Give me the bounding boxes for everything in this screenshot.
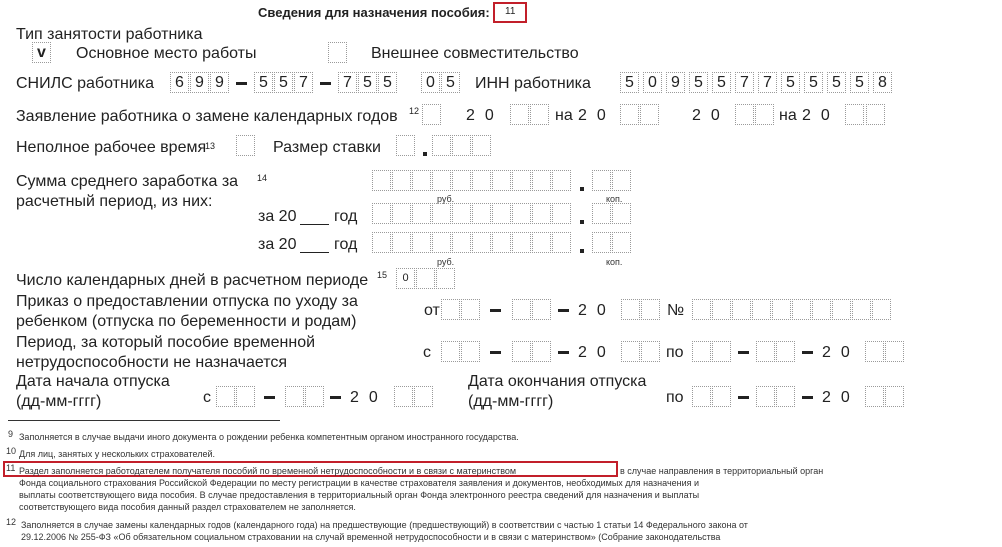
avg-year1-cell[interactable] [392, 203, 411, 224]
rub-label: руб. [437, 194, 455, 204]
leave-start-day-cell[interactable] [236, 386, 255, 407]
avg-year1-cell[interactable] [372, 203, 391, 224]
avg-total-cell[interactable] [432, 170, 451, 191]
avg-total-cell[interactable] [512, 170, 531, 191]
order-year-cell[interactable] [621, 299, 640, 320]
leave-end-year-cell[interactable] [885, 386, 904, 407]
leave-start-year-prefix: 20 [350, 389, 388, 406]
footnote-11-text-1: в случае направления в территориальный орган [620, 466, 824, 476]
inn-digit[interactable]: 9 [666, 72, 685, 93]
snils-digit[interactable]: 0 [421, 72, 440, 93]
date-dash [802, 396, 813, 399]
period-to-month-cell[interactable] [756, 341, 775, 362]
rate-cell[interactable] [432, 135, 451, 156]
avg-year1-decimal-point [580, 220, 584, 224]
rate-label: Размер ставки [273, 139, 381, 156]
snils-digit[interactable]: 5 [378, 72, 397, 93]
snils-digit[interactable]: 6 [170, 72, 189, 93]
parttime-checkbox[interactable] [236, 135, 255, 156]
snils-digit[interactable]: 9 [210, 72, 229, 93]
order-number-cell[interactable] [772, 299, 791, 320]
days-cell[interactable]: 0 [396, 268, 415, 289]
leave-start-day-cell[interactable] [216, 386, 235, 407]
rate-cell[interactable] [472, 135, 491, 156]
replace-cell[interactable] [530, 104, 549, 125]
avg-year2-cell[interactable] [432, 232, 451, 253]
avg-year2-cell[interactable] [512, 232, 531, 253]
footnote-12-text-1: Заполняется в случае замены календарных годов (календарного года) на предшествующие (предшествующий) в соответствии с частью 1 статьи 14 Федерального закона от [21, 520, 748, 530]
avg-year2-cell[interactable] [452, 232, 471, 253]
date-dash [490, 351, 501, 354]
parttime-label: Неполное рабочее время [16, 139, 207, 156]
order-day-cell[interactable] [461, 299, 480, 320]
avg-year1-cell[interactable] [412, 203, 431, 224]
avg-year2-cell[interactable] [492, 232, 511, 253]
avg-year1-cell[interactable] [472, 203, 491, 224]
footnote-12-number: 12 [6, 517, 17, 527]
inn-digit[interactable]: 8 [873, 72, 892, 93]
snils-digit[interactable]: 5 [274, 72, 293, 93]
avg-year2-cell[interactable] [392, 232, 411, 253]
snils-digit[interactable]: 5 [254, 72, 273, 93]
order-number-cell[interactable] [852, 299, 871, 320]
avg-total-cell[interactable] [472, 170, 491, 191]
period-from-year-cell[interactable] [641, 341, 660, 362]
period-from-label: с [423, 344, 431, 361]
avg-year1-cell[interactable] [512, 203, 531, 224]
period-to-month-cell[interactable] [776, 341, 795, 362]
avg-total-cell[interactable] [532, 170, 551, 191]
leave-start-from-label: с [203, 389, 211, 406]
days-label: Число календарных дней в расчетном периоде [16, 272, 369, 289]
avg-year2-cell[interactable] [412, 232, 431, 253]
days-cell[interactable] [436, 268, 455, 289]
avg-total-decimal-point [580, 187, 584, 191]
footnote-11-number: 11 [6, 463, 16, 473]
footnote-9-text: Заполняется в случае выдачи иного документа о рождении ребенка компетентным органом иностранного государства. [19, 432, 519, 442]
avg-earnings-label-2: расчетный период, из них: [16, 193, 213, 210]
avg-year2-cell[interactable] [532, 232, 551, 253]
footnote-10-number: 10 [6, 446, 17, 456]
order-year-prefix: 20 [578, 302, 616, 319]
avg-year2-decimal-point [580, 249, 584, 253]
year2-input-line[interactable] [300, 252, 329, 253]
avg-total-cell[interactable] [612, 170, 631, 191]
inn-digit[interactable]: 5 [781, 72, 800, 93]
order-number-sign: № [667, 302, 685, 319]
main-job-checkbox[interactable]: v [32, 42, 51, 63]
footnote-ref-13: 13 [205, 141, 216, 151]
footnote-ref-12: 12 [409, 106, 420, 116]
avg-year1-cell[interactable] [452, 203, 471, 224]
leave-start-label-2: (дд-мм-гггг) [16, 393, 102, 410]
replace-on-label-1: на [555, 107, 573, 124]
snils-digit[interactable]: 5 [441, 72, 460, 93]
kop-label: коп. [606, 257, 623, 267]
period-to-year-prefix: 20 [822, 344, 860, 361]
replace-year-prefix-2: 20 [578, 107, 616, 124]
avg-total-cell[interactable] [372, 170, 391, 191]
date-dash [490, 309, 501, 312]
period-to-label: по [666, 344, 684, 361]
avg-total-cell[interactable] [412, 170, 431, 191]
period-from-month-cell[interactable] [532, 341, 551, 362]
order-number-cell[interactable] [832, 299, 851, 320]
avg-year1-cell[interactable] [492, 203, 511, 224]
leave-start-year-cell[interactable] [394, 386, 413, 407]
avg-total-cell[interactable] [492, 170, 511, 191]
inn-digit[interactable]: 5 [712, 72, 731, 93]
avg-total-cell[interactable] [452, 170, 471, 191]
period-to-day-cell[interactable] [712, 341, 731, 362]
leave-end-month-cell[interactable] [776, 386, 795, 407]
footnote-11-text-2: Фонда социального страхования Российской Федерации по месту регистрации в качестве страхователя заявления и документов, необходимых для назначения и [19, 478, 700, 488]
order-number-cell[interactable] [692, 299, 711, 320]
avg-year2-cell[interactable] [612, 232, 631, 253]
footnote-11-boxed-text: Раздел заполняется работодателем получателя пособий по временной нетрудоспособности и в связи с материнством [19, 466, 517, 476]
period-from-year-prefix: 20 [578, 344, 616, 361]
avg-total-cell[interactable] [592, 170, 611, 191]
year2-suffix: год [334, 236, 358, 253]
replace-cell[interactable] [620, 104, 639, 125]
replace-year-prefix-1: 20 [466, 107, 504, 124]
period-from-day-cell[interactable] [461, 341, 480, 362]
date-dash [264, 396, 275, 399]
order-label-2: ребенком (отпуска по беременности и родам) [16, 313, 357, 330]
leave-end-label-1: Дата окончания отпуска [468, 373, 647, 390]
order-number-cell[interactable] [792, 299, 811, 320]
order-label-1: Приказ о предоставлении отпуска по уходу за [16, 293, 358, 310]
footnote-12-text-2: 29.12.2006 № 255-ФЗ «Об обязательном социальном страховании на случай временной нетрудоспособности и в связи с материнством» (Собрание законодательства [21, 532, 721, 542]
order-number-cell[interactable] [812, 299, 831, 320]
avg-year2-cell[interactable] [472, 232, 491, 253]
leave-start-year-cell[interactable] [414, 386, 433, 407]
order-number-cell[interactable] [732, 299, 751, 320]
order-from-label: от [424, 302, 440, 319]
period-to-year-cell[interactable] [885, 341, 904, 362]
replace-years-label: Заявление работника о замене календарных годов [16, 108, 398, 125]
order-month-cell[interactable] [512, 299, 531, 320]
period-from-year-cell[interactable] [621, 341, 640, 362]
avg-year1-cell[interactable] [612, 203, 631, 224]
footnote-10-text: Для лиц, занятых у нескольких страхователей. [19, 449, 215, 459]
employment-type-label: Тип занятости работника [16, 26, 203, 43]
date-dash [558, 351, 569, 354]
period-to-year-cell[interactable] [865, 341, 884, 362]
leave-end-to-label: по [666, 389, 684, 406]
order-month-cell[interactable] [532, 299, 551, 320]
avg-total-cell[interactable] [552, 170, 571, 191]
inn-digit[interactable]: 5 [620, 72, 639, 93]
period-from-day-cell[interactable] [441, 341, 460, 362]
avg-year2-cell[interactable] [372, 232, 391, 253]
external-job-label: Внешнее совместительство [371, 45, 579, 62]
leave-end-day-cell[interactable] [712, 386, 731, 407]
avg-year1-cell[interactable] [592, 203, 611, 224]
leave-start-label-1: Дата начала отпуска [16, 373, 170, 390]
section-title: Сведения для назначения пособия: [258, 5, 490, 20]
snils-dash [236, 82, 247, 85]
inn-digit[interactable]: 7 [735, 72, 754, 93]
snils-digit[interactable]: 7 [338, 72, 357, 93]
avg-total-cell[interactable] [392, 170, 411, 191]
kop-label: коп. [606, 194, 623, 204]
footnote-11-text-4: соответствующего вида пособия данный раздел страхователем не заполняется. [19, 502, 356, 512]
leave-start-month-cell[interactable] [285, 386, 304, 407]
leave-end-month-cell[interactable] [756, 386, 775, 407]
leave-end-year-prefix: 20 [822, 389, 860, 406]
order-number-cell[interactable] [752, 299, 771, 320]
footnote-ref-15: 15 [377, 270, 388, 280]
replace-cell[interactable] [735, 104, 754, 125]
year2-prefix: за 20 [258, 236, 297, 253]
replace-cell[interactable] [866, 104, 885, 125]
footnote-separator [8, 420, 280, 421]
avg-year2-cell[interactable] [592, 232, 611, 253]
replace-cell[interactable] [422, 104, 441, 125]
avg-year2-cell[interactable] [552, 232, 571, 253]
snils-digit[interactable]: 9 [190, 72, 209, 93]
external-job-checkbox[interactable] [328, 42, 347, 63]
leave-end-year-cell[interactable] [865, 386, 884, 407]
inn-label: ИНН работника [475, 75, 591, 92]
date-dash [738, 351, 749, 354]
period-from-month-cell[interactable] [512, 341, 531, 362]
order-number-cell[interactable] [712, 299, 731, 320]
leave-end-label-2: (дд-мм-гггг) [468, 393, 554, 410]
replace-on-label-2: на [779, 107, 797, 124]
period-label-2: нетрудоспособности не назначается [16, 354, 288, 371]
inn-digit[interactable]: 5 [850, 72, 869, 93]
days-cell[interactable] [416, 268, 435, 289]
snils-digit[interactable]: 5 [358, 72, 377, 93]
footnote-11-text-3: выплаты соответствующего вида пособия. В случае предоставления в территориальный орган Фонда электронного реестра сведений для назначения и выплаты [19, 490, 700, 500]
replace-year-prefix-3: 20 [692, 107, 730, 124]
year1-suffix: год [334, 208, 358, 225]
inn-digit[interactable]: 5 [827, 72, 846, 93]
date-dash [738, 396, 749, 399]
date-dash [558, 309, 569, 312]
replace-cell[interactable] [510, 104, 529, 125]
inn-digit[interactable]: 5 [804, 72, 823, 93]
leave-end-day-cell[interactable] [692, 386, 711, 407]
snils-label: СНИЛС работника [16, 75, 154, 92]
date-dash [802, 351, 813, 354]
avg-earnings-label-1: Сумма среднего заработка за [16, 173, 239, 190]
snils-dash [320, 82, 331, 85]
inn-digit[interactable]: 7 [758, 72, 777, 93]
inn-digit[interactable]: 5 [689, 72, 708, 93]
replace-year-prefix-4: 20 [802, 107, 840, 124]
avg-year1-cell[interactable] [552, 203, 571, 224]
leave-start-month-cell[interactable] [305, 386, 324, 407]
rate-cell[interactable] [452, 135, 471, 156]
date-dash [330, 396, 341, 399]
avg-year1-cell[interactable] [532, 203, 551, 224]
period-to-day-cell[interactable] [692, 341, 711, 362]
rate-decimal-point [423, 152, 427, 156]
order-year-cell[interactable] [641, 299, 660, 320]
order-day-cell[interactable] [441, 299, 460, 320]
order-number-cell[interactable] [872, 299, 891, 320]
inn-digit[interactable]: 0 [643, 72, 662, 93]
replace-cell[interactable] [755, 104, 774, 125]
footnote-ref-14: 14 [257, 173, 268, 183]
header-ref-number: 11 [505, 6, 516, 17]
period-label-1: Период, за который пособие временной [16, 334, 316, 351]
rub-label: руб. [437, 257, 455, 267]
year1-prefix: за 20 [258, 208, 297, 225]
snils-digit[interactable]: 7 [294, 72, 313, 93]
footnote-9-number: 9 [8, 429, 14, 439]
avg-year1-cell[interactable] [432, 203, 451, 224]
main-job-label: Основное место работы [76, 45, 257, 62]
replace-cell[interactable] [845, 104, 864, 125]
year1-input-line[interactable] [300, 224, 329, 225]
rate-cell[interactable] [396, 135, 415, 156]
replace-cell[interactable] [640, 104, 659, 125]
